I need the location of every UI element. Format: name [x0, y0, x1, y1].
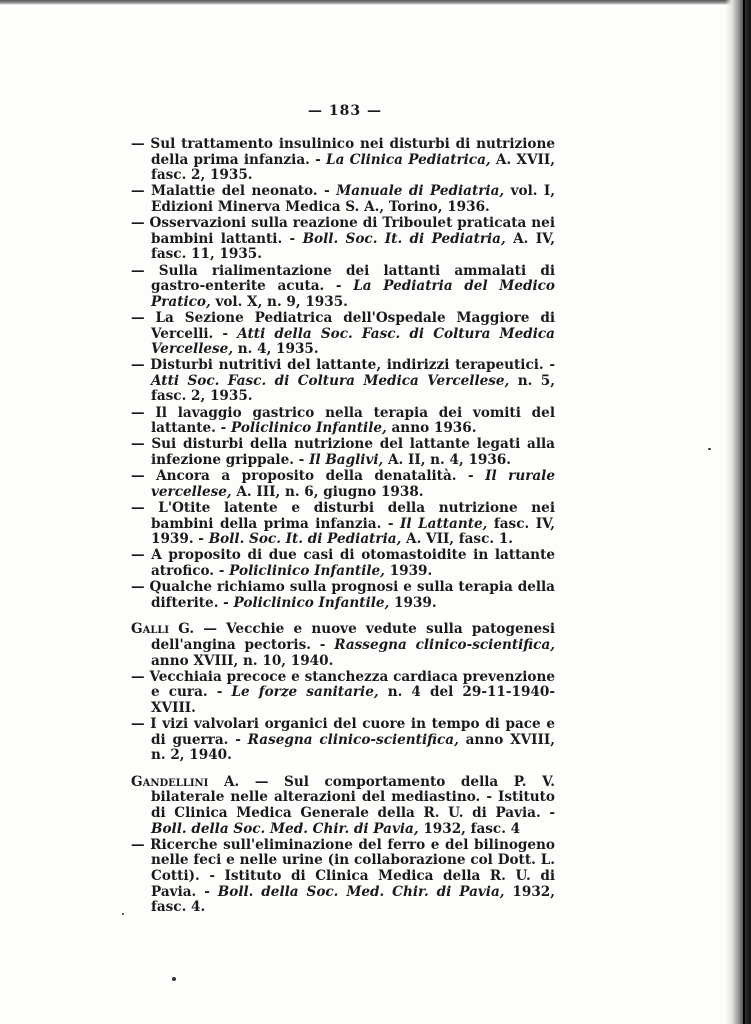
bibliography-entry — [131, 580, 555, 611]
entry-text: — Vecchiaia precoce e stanchezza cardiaca prevenzione e cura. - — [131, 668, 555, 701]
entry-details: A. II, n. 4, 1936. — [383, 452, 512, 469]
bibliography-entry — [131, 311, 555, 358]
page-number: — 183 — — [308, 103, 382, 119]
journal-title: Atti Soc. Fasc. di Coltura Medica Vercellese, — [151, 372, 510, 389]
entry-text: — Ancora a proposito della denatalità. - — [131, 468, 486, 485]
entry-details: vol. X, n. 9, 1935. — [210, 293, 348, 310]
entry-text: — L'Otite latente e disturbi della nutrizione nei bambini della prima infanzia. - — [131, 500, 555, 532]
entry-text: — Sul comportamento della P. V. bilaterale nelle alterazioni del mediastino. - Istituto di Clinica Medica Generale della R. U. di Pavia. - — [151, 773, 556, 822]
bibliography-entry — [131, 264, 555, 311]
entry-text: — Vecchie e nuove vedute sulla patogenesi dell'angina pectoris. - — [151, 621, 555, 653]
entry-details: anno XVIII, n. 2, 1940. — [151, 731, 555, 764]
journal-title: Il Lattante, — [400, 515, 488, 532]
journal-title: Policlinico Infantile, — [231, 420, 387, 437]
bibliography-entry — [131, 437, 555, 468]
journal-title: Boll. Soc. It. di Pediatria, — [208, 531, 402, 548]
journal-title: Il rurale vercellese, — [151, 468, 555, 500]
journal-title: Boll. della Soc. Med. Chir. di Pavia, — [151, 820, 419, 837]
journal-title: La Clinica Pediatrica, — [326, 151, 491, 168]
entry-text: — Sulla rialimentazione dei lattanti ammalati di gastro-enterite acuta. - — [131, 262, 555, 295]
entry-text: — A proposito di due casi di otomastoidite in lattante atrofico. - — [131, 547, 555, 579]
entry-details: A. XVII, fasc. 2, 1935. — [151, 151, 555, 184]
entry-details: n. 5, fasc. 2, 1935. — [151, 372, 556, 405]
journal-title: Policlinico Infantile, — [229, 562, 385, 579]
entry-details: A. VII, fasc. 1. — [401, 531, 514, 548]
bibliography-entry — [131, 838, 555, 916]
bibliography-list — [131, 137, 555, 916]
entry-text: — Qualche richiamo sulla prognosi e sulla terapia della difterite. - — [131, 579, 555, 611]
entry-details: anno XVIII, n. 10, 1940. — [151, 652, 334, 669]
entry-details: 1939. — [389, 594, 437, 611]
bibliography-entry — [131, 358, 555, 405]
author-name: Gandellini A. — [131, 773, 240, 790]
scan-binding-edge — [725, 0, 751, 1024]
bibliography-entry-author — [131, 775, 555, 837]
entry-text: — Il lavaggio gastrico nella terapia dei vomiti del lattante. - — [131, 404, 555, 437]
bibliography-entry — [131, 406, 555, 437]
bibliography-entry — [131, 469, 555, 500]
entry-details: A. IV, fasc. 11, 1935. — [151, 230, 555, 263]
bibliography-entry — [131, 717, 555, 764]
bibliography-entry — [131, 501, 555, 548]
journal-title: Rasegna clinico-scientifica, — [247, 731, 459, 748]
journal-title: La Pediatria del Medico Pratico, — [151, 278, 555, 310]
entry-text: — Sul trattamento insulinico nei disturbi di nutrizione della prima infanzia. - — [131, 136, 555, 168]
entry-details: 1939. — [384, 562, 433, 579]
scan-top-edge — [0, 0, 751, 5]
journal-title: Policlinico Infantile, — [233, 594, 390, 611]
entry-details: fasc. IV, 1939. - — [151, 515, 555, 548]
entry-text: — Malattie del neonato. - — [131, 183, 337, 200]
journal-title: Le forze sanitarie, — [231, 684, 379, 701]
scan-speck — [172, 977, 176, 981]
journal-title: Atti della Soc. Fasc. di Coltura Medica Vercellese, — [151, 325, 555, 358]
scan-speck — [122, 913, 124, 915]
entry-details: n. 4, 1935. — [233, 341, 319, 358]
entry-text: — I vizi valvolari organici del cuore in tempo di pace e di guerra. - — [131, 716, 555, 748]
bibliography-entry — [131, 670, 555, 717]
entry-text: — Sui disturbi della nutrizione del lattante legati alla infezione grippale. - — [131, 436, 555, 469]
entry-text: — Ricerche sull'eliminazione del ferro e del bilinogeno nelle feci e nelle urine (in collaborazione col Dott. L. Cotti). - Istituto di Clinica Medica della R. U. di Pavia. - — [131, 836, 555, 900]
author-name: Galli G. — [131, 621, 195, 638]
entry-text: — Disturbi nutritivi del lattante, indirizzi terapeutici. - — [131, 357, 555, 374]
journal-title: Manuale di Pediatria, — [336, 183, 505, 200]
entry-details: anno 1936. — [386, 420, 477, 437]
entry-details: A. III, n. 6, giugno 1938. — [231, 483, 424, 500]
entry-details: 1932, fasc. 4 — [418, 820, 521, 837]
bibliography-entry — [131, 184, 555, 215]
journal-title: Boll. della Soc. Med. Chir. di Pavia, — [217, 883, 505, 900]
entry-text: — La Sezione Pediatrica dell'Ospedale Maggiore di Vercelli. - — [131, 309, 555, 342]
scan-binding-line — [743, 0, 745, 1024]
entry-details: vol. I, Edizioni Minerva Medica S. A., Torino, 1936. — [151, 183, 556, 215]
entry-text: — Osservazioni sulla reazione di Triboulet praticata nei bambini lattanti. - — [131, 215, 555, 247]
entry-details: 1932, fasc. 4. — [151, 883, 555, 916]
bibliography-entry — [131, 137, 555, 184]
bibliography-entry — [131, 548, 555, 579]
entry-details: n. 4 del 29-11-1940-XVIII. — [151, 684, 555, 716]
journal-title: Il Baglivi, — [309, 452, 384, 469]
journal-title: Rassegna clinico-scientifica, — [334, 636, 555, 653]
bibliography-entry — [131, 216, 555, 263]
scan-speck — [708, 448, 711, 450]
bibliography-entry-author — [131, 622, 555, 669]
journal-title: Boll. Soc. It. di Pediatria, — [302, 230, 506, 247]
